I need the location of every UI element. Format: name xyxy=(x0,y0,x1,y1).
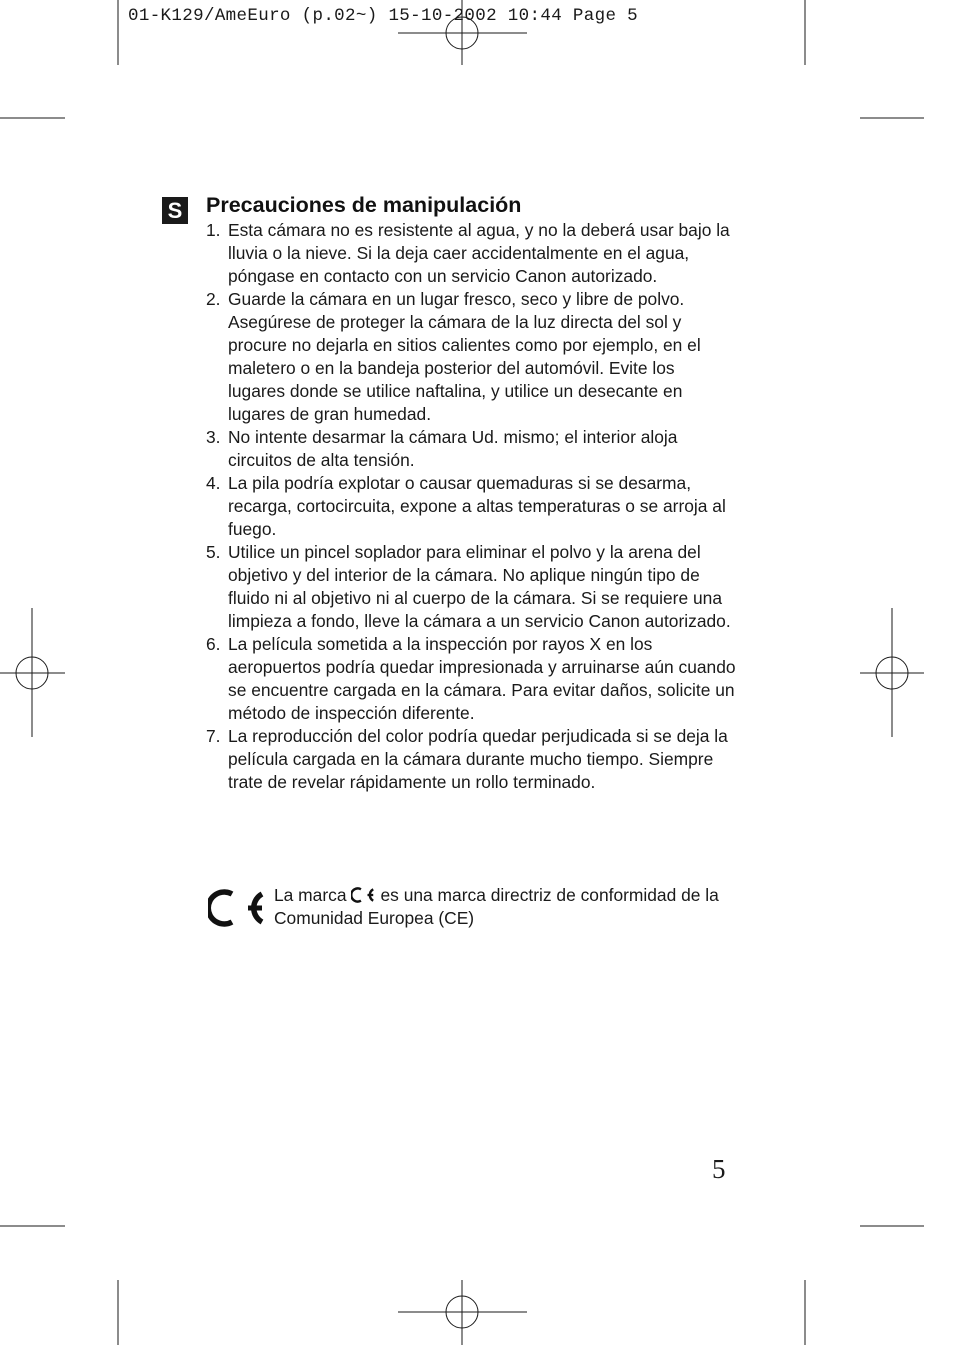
registration-mark-bottom xyxy=(398,1280,527,1345)
ce-notice-text-before: La marca xyxy=(274,885,347,905)
item-number: 6. xyxy=(206,634,221,654)
section-title: Precauciones de manipulación xyxy=(206,193,522,217)
ce-mark-icon xyxy=(351,886,375,904)
item-text: Utilice un pincel soplador para eliminar el polvo y la arena del objetivo y del interior de la cámara. No aplique ningún tipo de fluido ni al objetivo ni al cuerpo de la cámara. Si se requiere una limpieza a fondo, lleve la cámara a un servicio Canon autorizado. xyxy=(228,542,731,631)
item-text: La pila podría explotar o causar quemaduras si se desarma, recarga, cortocircuita, expone a altas temperaturas o se arroja al fuego. xyxy=(228,473,726,539)
precautions-list xyxy=(206,219,736,794)
registration-mark-top xyxy=(398,0,527,65)
language-badge: S xyxy=(162,197,188,224)
list-item xyxy=(206,541,736,633)
ce-notice xyxy=(274,884,744,930)
page-number: 5 xyxy=(712,1154,726,1184)
registration-mark-right xyxy=(860,608,924,737)
item-text: Esta cámara no es resistente al agua, y no la deberá usar bajo la lluvia o la nieve. Si la deja caer accidentalmente en el agua, póngase en contacto con un servicio Canon autorizado. xyxy=(228,220,730,286)
ce-mark-icon xyxy=(208,886,266,930)
list-item xyxy=(206,288,736,426)
list-item xyxy=(206,472,736,541)
print-slug: 01-K129/AmeEuro (p.02~) 15-10-2002 10:44 Page 5 xyxy=(128,6,639,26)
item-number: 5. xyxy=(206,542,221,562)
item-text: No intente desarmar la cámara Ud. mismo; el interior aloja circuitos de alta tensión. xyxy=(228,427,678,470)
list-item xyxy=(206,219,736,288)
list-item xyxy=(206,725,736,794)
item-number: 3. xyxy=(206,427,221,447)
item-number: 7. xyxy=(206,726,221,746)
registration-mark-left xyxy=(0,608,65,737)
item-number: 1. xyxy=(206,220,221,240)
list-item xyxy=(206,633,736,725)
item-text: La película sometida a la inspección por rayos X en los aeropuertos podría quedar impresionada y arruinarse aún cuando se encuentre cargada en la cámara. Para evitar daños, solicite un método de inspección diferente. xyxy=(228,634,736,723)
item-text: La reproducción del color podría quedar perjudicada si se deja la película cargada en la cámara durante mucho tiempo. Siempre trate de revelar rápidamente un rollo terminado. xyxy=(228,726,728,792)
item-number: 2. xyxy=(206,289,221,309)
item-number: 4. xyxy=(206,473,221,493)
list-item xyxy=(206,426,736,472)
ce-notice-text-after: es una marca directriz de conformidad de la Comunidad Europea (CE) xyxy=(274,885,719,928)
item-text: Guarde la cámara en un lugar fresco, seco y libre de polvo. Asegúrese de proteger la cámara de la luz directa del sol y procure no dejarla en sitios calientes como por ejemplo, en el maletero o en la bandeja posterior del automóvil. Evite los lugares donde se utilice naftalina, y utilice un desecante en lugares de gran humedad. xyxy=(228,289,701,424)
